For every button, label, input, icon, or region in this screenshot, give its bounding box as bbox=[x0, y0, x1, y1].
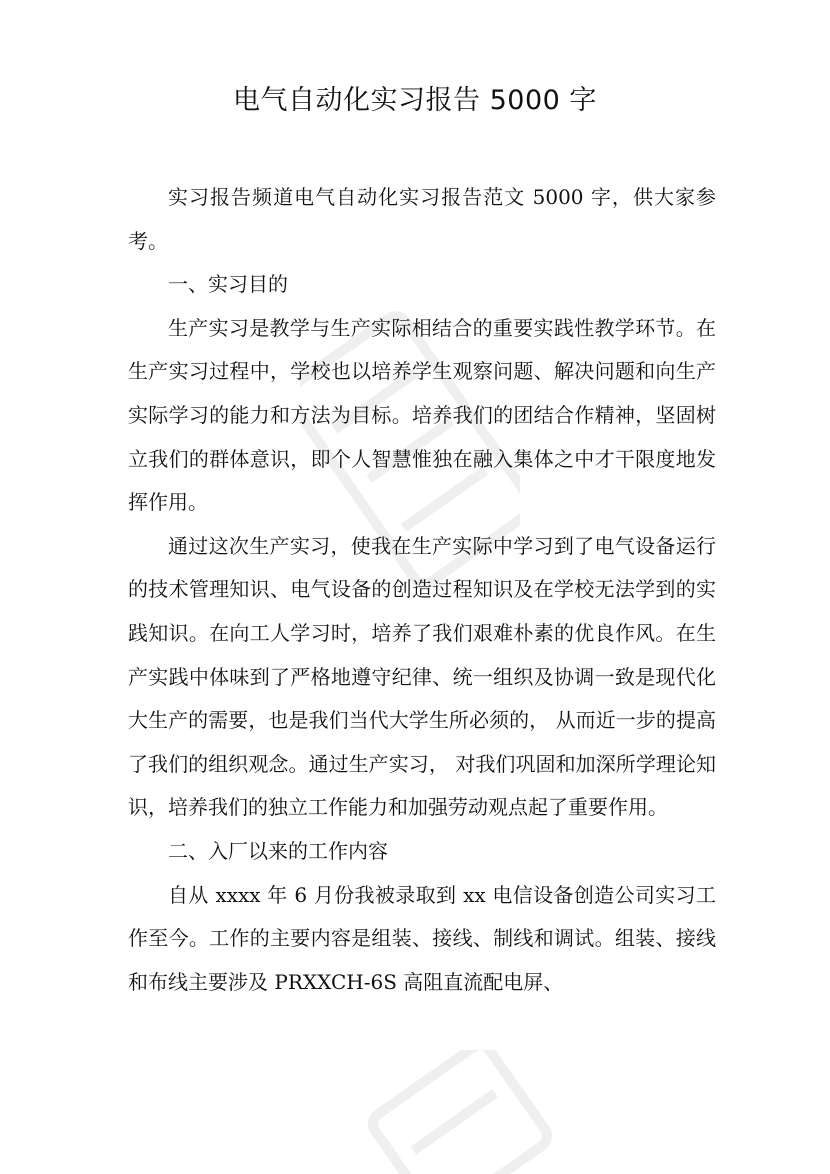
purpose-paragraph: 生产实习是教学与生产实际相结合的重要实践性教学环节。在生产实习过程中，学校也以培养学生观察问题、解决问题和向生产实际学习的能力和方法为目标。培养我们的团结合作精神，坚固树立我们的群体意识，即个人智慧惟独在融入集体之中才干限度地发挥作用。 bbox=[128, 315, 716, 515]
document-body bbox=[128, 176, 716, 1004]
section-heading-work: 二、入厂以来的工作内容 bbox=[168, 838, 388, 863]
work-paragraph: 自从 xxxx 年 6 月份我被录取到 xx 电信设备创造公司实习工作至今。工作的主要内容是组装、接线、制线和调试。组装、接线和布线主要涉及 PRXXCH-6S 高阻直流配电屏、 bbox=[128, 882, 716, 994]
section-heading-purpose: 一、实习目的 bbox=[168, 272, 288, 297]
page-title: 电气自动化实习报告 5000 字 bbox=[233, 85, 597, 116]
watermark-stamp-bottom-icon bbox=[360, 1050, 560, 1174]
experience-paragraph: 通过这次生产实习，使我在生产实际中学习到了电气设备运行的技术管理知识、电气设备的创造过程知识及在学校无法学到的实践知识。在向工人学习时，培养了我们艰难朴素的优良作风。在生产实践中体味到了严格地遵守纪律、统一组织及协调一致是现代化大生产的需要，也是我们当代大学生所必须的， 从而近一步的提高了我们的组织观念。通过生产实习， 对我们巩固和加深所学理论知识，培养我们的独立工作能力和加强劳动观点起了重要作用。 bbox=[128, 533, 716, 820]
intro-paragraph: 实习报告频道电气自动化实习报告范文 5000 字，供大家参考。 bbox=[128, 185, 716, 253]
